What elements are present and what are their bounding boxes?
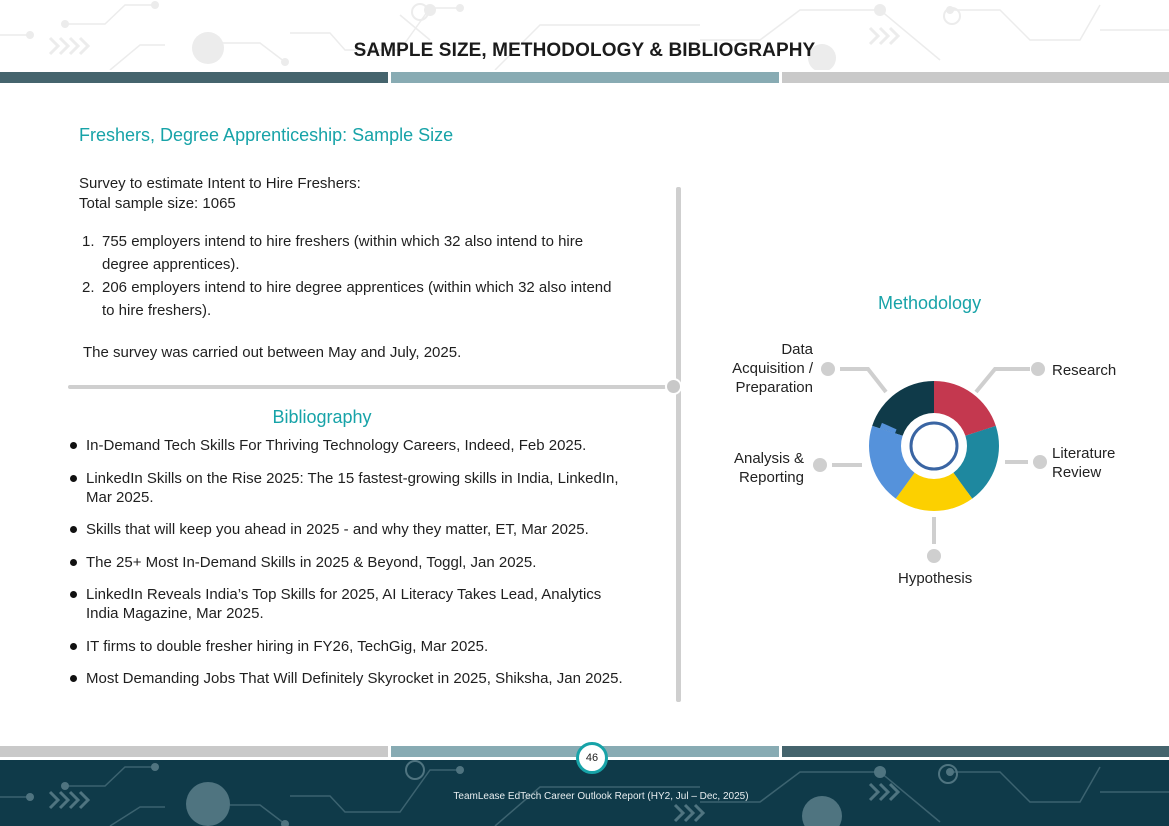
bibliography-list — [70, 436, 630, 702]
bibliography-text: IT firms to double fresher hiring in FY26, TechGig, Mar 2025. — [86, 637, 489, 655]
footer-report-title: TeamLease EdTech Career Outlook Report (HY2, Jul – Dec, 2025) — [453, 791, 749, 802]
bibliography-text: LinkedIn Skills on the Rise 2025: The 15 fastest-growing skills in India, LinkedIn, Mar 2025. — [86, 469, 619, 506]
label-line: Data — [781, 341, 813, 358]
connector-dot-analysis — [813, 458, 827, 472]
bibliography-text: Most Demanding Jobs That Will Definitely Skyrocket in 2025, Shiksha, Jan 2025. — [86, 670, 623, 687]
item-text: 206 employers intend to hire degree apprentices (within which 32 also intend to hire freshers). — [102, 279, 612, 319]
connector-dot-literature — [1033, 455, 1047, 469]
page-number-badge: 46 — [576, 742, 608, 774]
header-band-mid — [391, 72, 779, 83]
item-text: 755 employers intend to hire freshers (within which 32 also intend to hire degree apprentices). — [102, 233, 584, 273]
bibliography-item — [70, 520, 630, 539]
bibliography-text: The 25+ Most In-Demand Skills in 2025 & Beyond, Toggl, Jan 2025. — [86, 553, 537, 571]
bibliography-heading: Bibliography — [272, 407, 372, 427]
divider-junction-dot — [665, 378, 682, 395]
connector-dot-research — [1031, 362, 1045, 376]
step-label-literature-review — [1052, 444, 1115, 482]
bibliography-text: In-Demand Tech Skills For Thriving Technology Careers, Indeed, Feb 2025. — [86, 437, 587, 454]
footer-band-light — [0, 746, 388, 757]
bibliography-item — [70, 637, 630, 656]
connector-dot-hypothesis — [927, 549, 941, 563]
bibliography-item — [70, 469, 630, 507]
bullet-icon — [70, 475, 77, 482]
footer-band-dark — [782, 746, 1169, 757]
sample-size-heading: Freshers, Degree Apprenticeship: Sample Size — [79, 125, 454, 145]
bullet-icon — [70, 442, 77, 449]
survey-intro — [79, 174, 361, 214]
header-band-dark — [0, 72, 388, 83]
item-number: 1. — [82, 233, 95, 250]
bibliography-text: LinkedIn Reveals India’s Top Skills for 2025, AI Literacy Takes Lead, Analytics India Magazine, Mar 2025. — [86, 586, 602, 622]
survey-dates: The survey was carried out between May and July, 2025. — [83, 344, 462, 361]
label-line: Research — [1052, 362, 1117, 379]
bibliography-item — [70, 553, 630, 572]
step-label-analysis-reporting — [734, 449, 804, 487]
horizontal-divider — [68, 385, 666, 389]
label-line: Review — [1052, 464, 1102, 481]
sample-breakdown-list — [82, 230, 622, 322]
vertical-divider — [676, 187, 681, 702]
bullet-icon — [70, 675, 77, 682]
bibliography-item — [70, 669, 630, 688]
bullet-icon — [70, 643, 77, 650]
methodology-heading: Methodology — [878, 293, 982, 313]
step-label-data-acquisition — [732, 340, 813, 397]
step-label-hypothesis — [898, 569, 972, 588]
label-line: Acquisition / — [732, 360, 813, 377]
connector-research — [976, 369, 1030, 392]
item-number: 2. — [82, 279, 95, 296]
label-line: Literature — [1052, 445, 1116, 462]
label-line: Analysis & — [733, 450, 804, 467]
page-title: SAMPLE SIZE, METHODOLOGY & BIBLIOGRAPHY — [353, 40, 816, 61]
bibliography-item — [70, 585, 630, 623]
label-line: Reporting — [738, 469, 804, 486]
bibliography-item — [70, 436, 630, 455]
label-line: Hypothesis — [898, 570, 973, 587]
bibliography-text: Skills that will keep you ahead in 2025 - and why they matter, ET, Mar 2025. — [86, 521, 589, 538]
label-line: Preparation — [735, 379, 813, 396]
sample-breakdown-item — [82, 276, 622, 322]
connector-dot-data — [821, 362, 835, 376]
connector-data-acquisition — [840, 369, 886, 392]
sample-breakdown-item — [82, 230, 622, 276]
survey-intro-line: Survey to estimate Intent to Hire Freshers: — [79, 175, 361, 192]
bullet-icon — [70, 591, 77, 598]
total-sample-size: Total sample size: 1065 — [79, 195, 236, 212]
bullet-icon — [70, 526, 77, 533]
header-band-light — [782, 72, 1169, 83]
step-label-research — [1052, 361, 1116, 380]
bullet-icon — [70, 559, 77, 566]
